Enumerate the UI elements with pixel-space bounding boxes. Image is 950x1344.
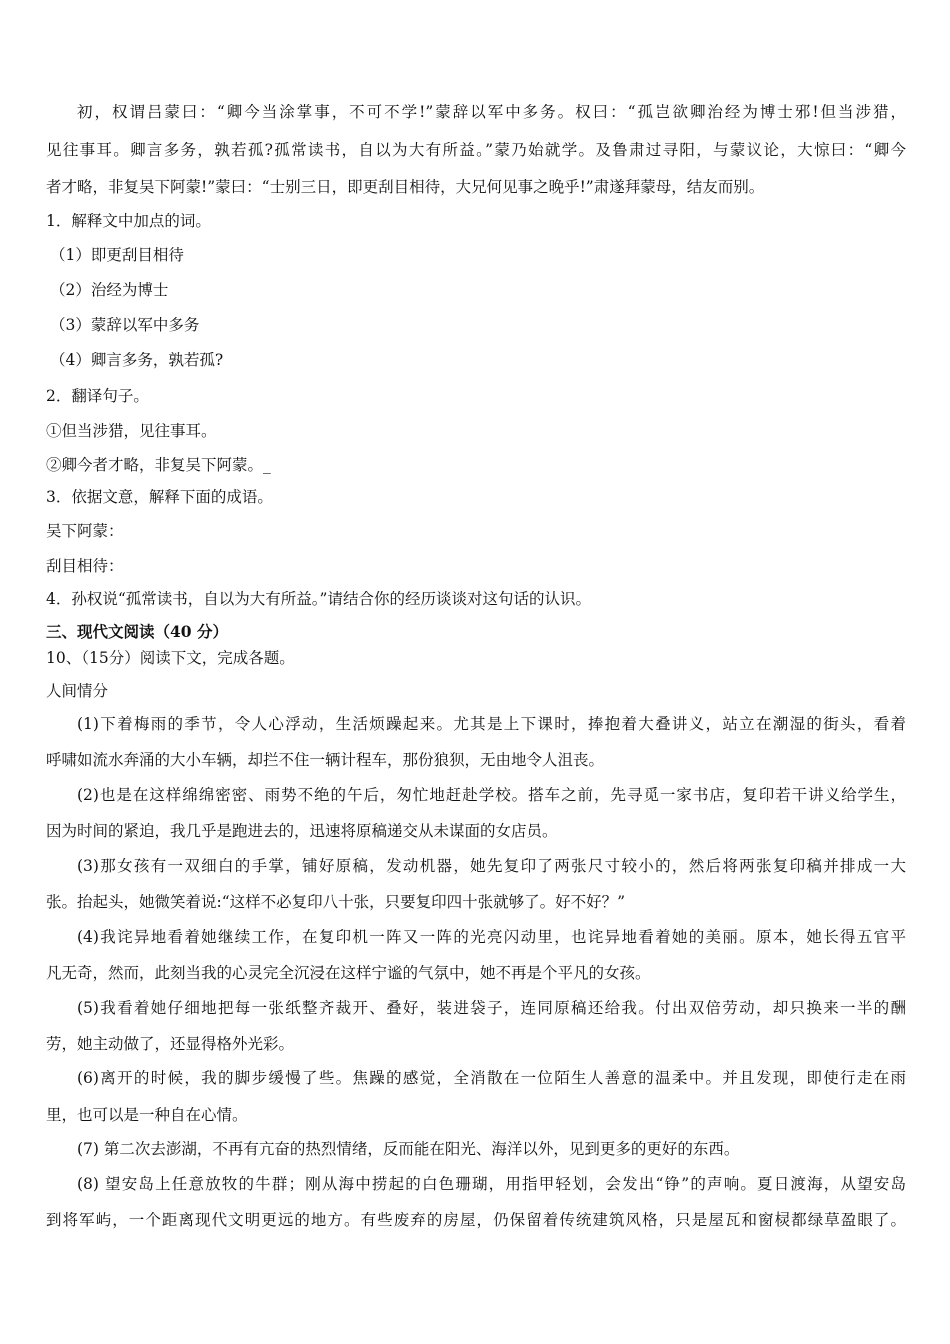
article-line: 到将军屿，一个距离现代文明更远的地方。有些废弃的房屋，仍保留着传统建筑风格，只是屋瓦和窗棂都绿草盈眼了。 bbox=[46, 1211, 906, 1229]
passage-line: 初，权谓吕蒙曰：“卿今当涂掌事，不可不学!”蒙辞以军中多务。权曰：“孤岂欲卿治经为博士邪!但当涉猎， bbox=[77, 103, 906, 121]
article-line: 里，也可以是一种自在心情。 bbox=[46, 1106, 248, 1124]
question-3-item: 刮目相待： bbox=[46, 557, 124, 575]
question-1-item: （3）蒙辞以军中多务 bbox=[50, 316, 200, 334]
question-1-item: （1）即更刮目相待 bbox=[50, 246, 184, 264]
article-line: (1)下着梅雨的季节，令人心浮动，生活烦躁起来。尤其是上下课时，捧抱着大叠讲义，站立在潮湿的街头，看着 bbox=[77, 715, 906, 733]
question-10: 10、（15分）阅读下文，完成各题。 bbox=[46, 649, 295, 667]
article-line: 呼啸如流水奔涌的大小车辆，却拦不住一辆计程车，那份狼狈，无由地令人沮丧。 bbox=[46, 751, 605, 769]
article-line: (4)我诧异地看着她继续工作，在复印机一阵又一阵的光亮闪动里，也诧异地看着她的美丽。原本，她长得五官平 bbox=[77, 928, 906, 946]
question-1-item: （2）治经为博士 bbox=[50, 281, 169, 299]
article-line: (3)那女孩有一双细白的手掌，铺好原稿，发动机器，她先复印了两张尺寸较小的，然后将两张复印稿并排成一大 bbox=[77, 857, 906, 875]
article-line: (5)我看着她仔细地把每一张纸整齐裁开、叠好，装进袋子，连同原稿还给我。付出双倍劳动，却只换来一半的酬 bbox=[77, 999, 906, 1017]
article-line: 因为时间的紧迫，我几乎是跑进去的，迅速将原稿递交从未谋面的女店员。 bbox=[46, 822, 558, 840]
question-4: 4．孙权说“孤常读书，自以为大有所益。”请结合你的经历谈谈对这句话的认识。 bbox=[46, 590, 591, 608]
article-line: (6)离开的时候，我的脚步缓慢了些。焦躁的感觉，全消散在一位陌生人善意的温柔中。并且发现，即使行走在雨 bbox=[77, 1069, 906, 1087]
article-line: 劳，她主动做了，还显得格外光彩。 bbox=[46, 1035, 295, 1053]
article-line: (2)也是在这样绵绵密密、雨势不绝的午后，匆忙地赶赴学校。搭车之前，先寻觅一家书店，复印若干讲义给学生， bbox=[77, 786, 906, 804]
question-1-item: （4）卿言多务，孰若孤? bbox=[50, 351, 224, 369]
question-1: 1．解释文中加点的词。 bbox=[46, 212, 211, 230]
question-2-item: ②卿今者才略，非复吴下阿蒙。_ bbox=[46, 456, 271, 474]
question-3-item: 吴下阿蒙： bbox=[46, 522, 124, 540]
question-3: 3．依据文意，解释下面的成语。 bbox=[46, 488, 273, 506]
passage-line: 者才略，非复吴下阿蒙!”蒙曰：“士别三日，即更刮目相待，大兄何见事之晚乎!”肃遂拜蒙母，结友而别。 bbox=[46, 178, 765, 196]
article-line: (8) 望安岛上任意放牧的牛群；刚从海中捞起的白色珊瑚，用指甲轻划，会发出“铮”的声响。夏日渡海，从望安岛 bbox=[77, 1175, 906, 1193]
article-line: 凡无奇，然而，此刻当我的心灵完全沉浸在这样宁谧的气氛中，她不再是个平凡的女孩。 bbox=[46, 964, 651, 982]
article-line: (7) 第二次去澎湖，不再有亢奋的热烈情绪，反而能在阳光、海洋以外，见到更多的更好的东西。 bbox=[77, 1140, 740, 1158]
article-title: 人间情分 bbox=[46, 682, 109, 700]
section-heading: 三、现代文阅读（40 分） bbox=[46, 622, 228, 641]
passage-line: 见往事耳。卿言多务，孰若孤?孤常读书，自以为大有所益。”蒙乃始就学。及鲁肃过寻阳，与蒙议论，大惊曰：“卿今 bbox=[46, 141, 906, 159]
article-line: 张。抬起头，她微笑着说:“这样不必复印八十张，只要复印四十张就够了。好不好？” bbox=[46, 893, 626, 911]
question-2: 2．翻译句子。 bbox=[46, 387, 149, 405]
question-2-item: ①但当涉猎，见往事耳。 bbox=[46, 422, 217, 440]
